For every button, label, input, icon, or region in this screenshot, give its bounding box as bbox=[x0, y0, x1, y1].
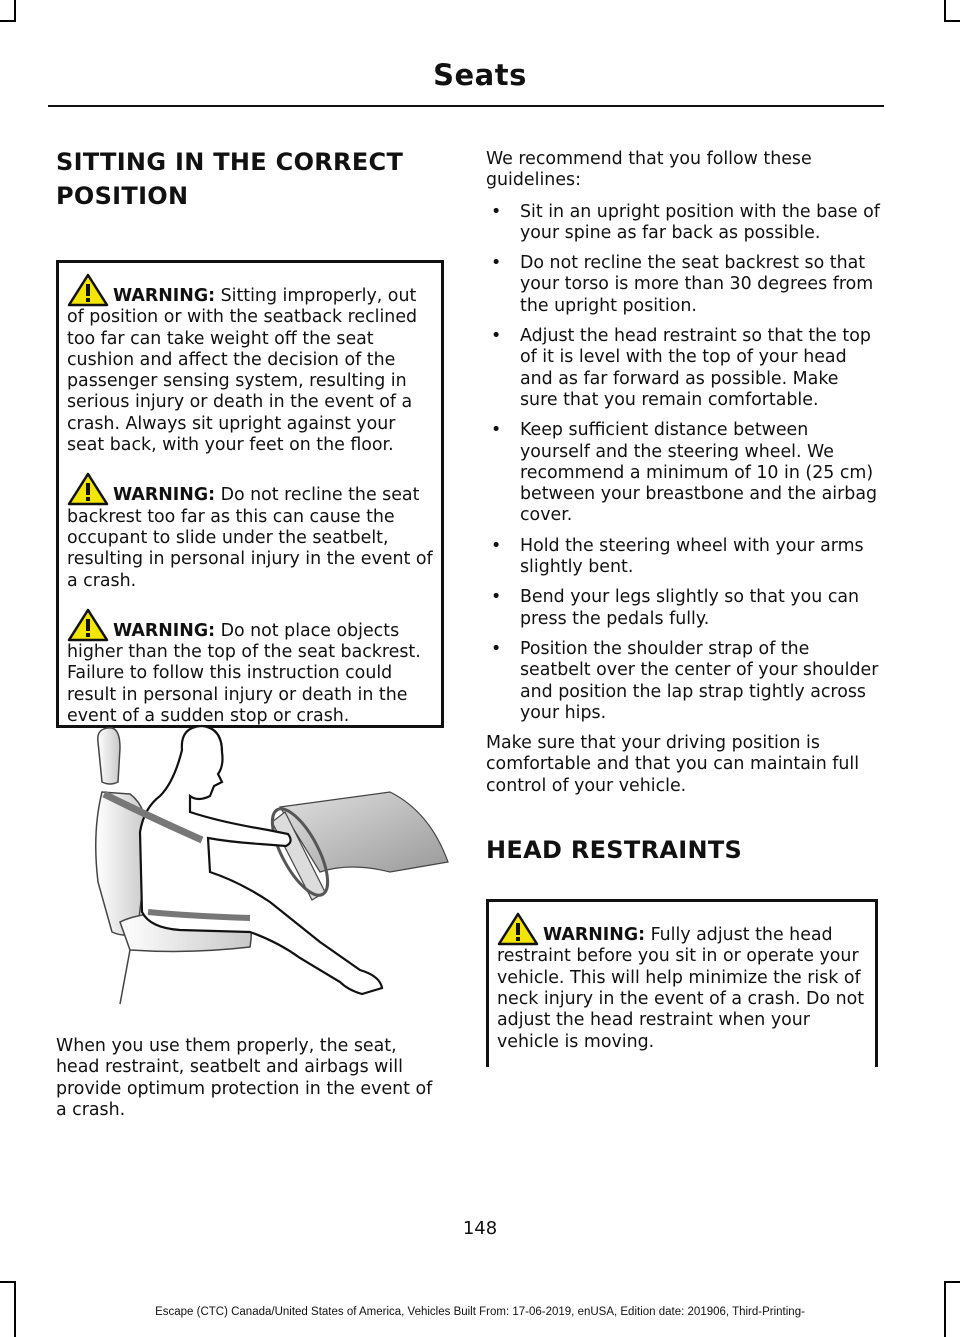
warning-text: Fully adjust the head restraint before you sit in or operate your vehicle. This will help minimize the risk of neck injury in the event of a crash. Do not adjust the head restraint when your vehicle is moving. bbox=[497, 925, 865, 1052]
warning-text: Sitting improperly, out of position or with the seatback reclined too far can take weight off the seat cushion and affect the decision of the passenger sensing system, resulting in serious injury or death in the event of a crash. Always sit upright against your seat back, with your feet on the floor. bbox=[67, 286, 418, 456]
guidelines-list bbox=[486, 202, 880, 725]
list-item-text: Hold the steering wheel with your arms slightly bent. bbox=[520, 535, 864, 578]
list-item-text: Bend your legs slightly so that you can press the pedals fully. bbox=[520, 587, 860, 629]
warning-triangle-icon bbox=[497, 912, 539, 946]
list-item bbox=[486, 420, 880, 526]
warning-triangle-icon bbox=[67, 472, 109, 506]
page-footer: Escape (CTC) Canada/United States of America, Vehicles Built From: 17-06-2019, enUSA, Edition date: 201906, Third-Printing- bbox=[155, 1306, 805, 1318]
list-item-text: Keep sufficient distance between yourself and the steering wheel. We recommend a minimum of 10 in (25 cm) between your breastbone and the airbag cover. bbox=[520, 420, 878, 526]
list-item bbox=[486, 639, 880, 724]
list-item-text: Position the shoulder strap of the seatbelt over the center of your shoulder and position the lap strap tightly across your hips. bbox=[520, 638, 879, 723]
warning-box-head-restraints bbox=[486, 899, 878, 1067]
right-column bbox=[486, 145, 880, 1067]
warning-label: WARNING: bbox=[113, 485, 216, 506]
bullet-marker: • bbox=[491, 535, 502, 556]
bullet-marker: • bbox=[491, 638, 502, 659]
bullet-marker: • bbox=[491, 201, 502, 222]
list-item bbox=[486, 202, 880, 245]
page-number: 148 bbox=[462, 1218, 498, 1239]
warning-box-sitting bbox=[56, 260, 444, 728]
list-item-text: Sit in an upright position with the base of your spine as far back as possible. bbox=[520, 201, 880, 243]
bullet-marker: • bbox=[491, 326, 502, 347]
warning-label: WARNING: bbox=[113, 286, 216, 306]
crop-mark-top-right-h bbox=[944, 20, 960, 22]
bullet-marker: • bbox=[491, 253, 502, 274]
seating-position-illustration bbox=[90, 722, 450, 1012]
list-item bbox=[486, 253, 880, 317]
warning-item bbox=[67, 273, 435, 456]
illustration-caption: When you use them properly, the seat, head restraint, seatbelt and airbags will provide optimum protection in the event of a crash. bbox=[56, 1036, 433, 1120]
warning-triangle-icon bbox=[67, 608, 109, 642]
guidelines-intro: We recommend that you follow these guidelines: bbox=[486, 149, 812, 191]
list-item-text: Do not recline the seat backrest so that your torso is more than 30 degrees from the upright position. bbox=[520, 253, 874, 316]
warning-item bbox=[497, 912, 869, 1053]
warning-label: WARNING: bbox=[543, 925, 646, 946]
warning-label: WARNING: bbox=[113, 620, 216, 641]
list-item bbox=[486, 536, 880, 579]
heading-line-2: POSITION bbox=[56, 182, 189, 210]
crop-mark-top-left-v bbox=[14, 0, 16, 22]
head-restraint bbox=[98, 728, 120, 784]
list-item-text: Adjust the head restraint so that the top of it is level with the top of your head and as far forward as possible. Make sure that you remain comfortable. bbox=[520, 326, 871, 410]
heading-line-1: SITTING IN THE CORRECT bbox=[56, 148, 404, 176]
page-header-title: Seats bbox=[433, 58, 527, 92]
list-item bbox=[486, 326, 880, 411]
caption-block bbox=[56, 1036, 444, 1121]
crop-mark-bottom-right-h bbox=[944, 1281, 960, 1283]
bullet-marker: • bbox=[491, 420, 502, 441]
warning-triangle-icon bbox=[67, 273, 109, 307]
warning-item bbox=[67, 472, 435, 591]
crop-mark-top-left-h bbox=[0, 20, 16, 22]
section-heading-sitting bbox=[56, 145, 444, 213]
driving-position-note: Make sure that your driving position is comfortable and that you can maintain full control of your vehicle. bbox=[486, 733, 860, 796]
header-divider bbox=[48, 105, 884, 107]
left-column bbox=[56, 145, 444, 728]
warning-text: Do not recline the seat backrest too far as this can cause the occupant to slide under the seatbelt, resulting in personal injury in the event of a crash. bbox=[67, 485, 433, 591]
crop-mark-bottom-left-h bbox=[0, 1281, 16, 1283]
warning-item bbox=[67, 608, 435, 727]
bullet-marker: • bbox=[491, 587, 502, 608]
crop-mark-top-right-v bbox=[944, 0, 946, 22]
section-heading-head-restraints: HEAD RESTRAINTS bbox=[486, 836, 743, 865]
warning-text: Do not place objects higher than the top of the seat backrest. Failure to follow this instruction could result in personal injury or death in the event of a sudden stop or crash. bbox=[67, 620, 421, 727]
list-item bbox=[486, 587, 880, 630]
